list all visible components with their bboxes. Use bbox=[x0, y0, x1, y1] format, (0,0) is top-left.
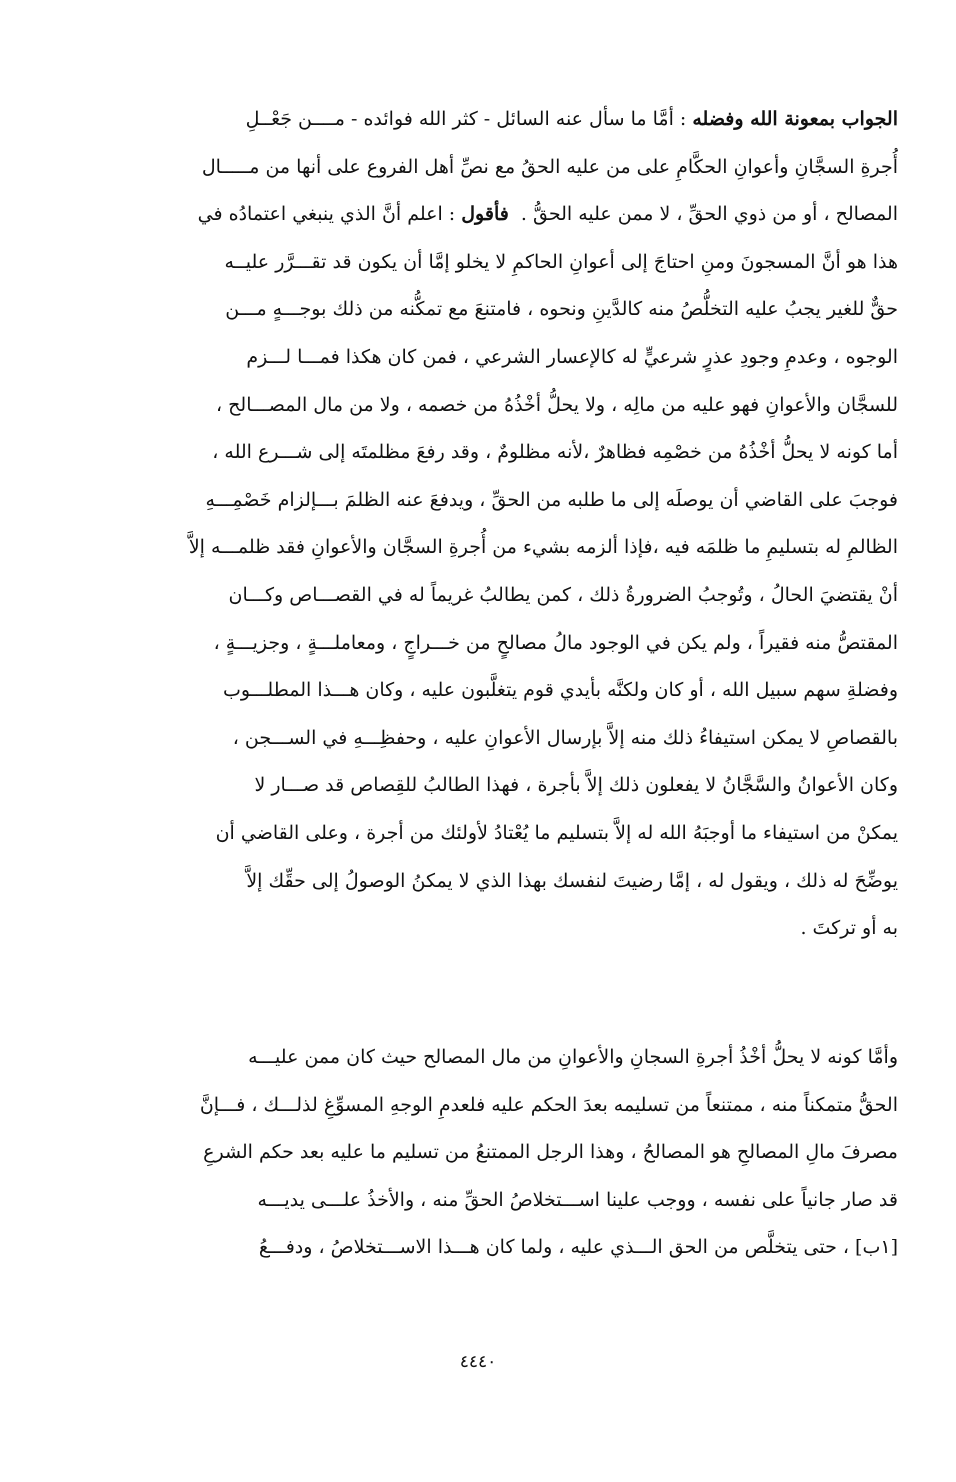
text-line: وفضلةِ سهم سبيل الله ، أو كان ولكنَّه بأيدي قوم يتغلَّبون عليه ، وكان هـــذا المطلـــوب bbox=[223, 679, 898, 702]
text-line: هذا هو أنَّ المسجونَ ومنِ احتاجَ إلى أعوانِ الحاكمِ لا يخلو إمَّا أن يكون قد تقـــرَّر عليــه bbox=[224, 250, 898, 273]
text-line: وكان الأعوانُ والسَّجَّانُ لا يفعلون ذلك إلاَّ بأجرة ، فهذا الطالبُ للقِصاص قد صـــار لا bbox=[254, 774, 898, 797]
text-line: الوجوه ، وعدمِ وجودِ عذرٍ شرعيٍّ له كالإعسار الشرعي ، فمن كان هكذا فمـــا لـــزم bbox=[246, 345, 898, 368]
text-line: بالقصاصِ لا يمكن استيفاءُ ذلك منه إلاَّ بإرسال الأعوانِ عليه ، وحفظِـــهِ في الســـجن ، bbox=[232, 726, 898, 749]
text-line: أُجرةِ السجَّانِ وأعوانِ الحكَّامِ على من عليه الحقُ مع نصِّ أهل الفروع على أنها من مـــــال bbox=[201, 155, 898, 178]
text-line: [١ب] ، حتى يتخلَّص من الحق الـــذي عليه ، ولما كان هـــذا الاســـتخلاصُ ، ودفـــعُ bbox=[258, 1236, 898, 1259]
text-line: أما كونه لا يحلُّ أخْذُهُ من خصْمِه فظاهرٌ ،لأنه مظلومٌ ، وقد رفعَ مظلمتَه إلى شـــرع الله ، bbox=[212, 441, 898, 464]
text-line: أنْ يقتضيَ الحالُ ، وتُوجبُ الضرورةُ ذلك ، كمن يطالبُ غريماً له في القصـــاص وكـــان bbox=[228, 583, 898, 606]
text-line: مصرفَ مالِ المصالحِ هو المصالحُ ، وهذا الرجل الممتنعُ من تسليم ما عليه بعد حكم الشرعِ bbox=[203, 1141, 898, 1164]
answer-heading: الجواب بمعونة الله وفضله bbox=[692, 108, 898, 130]
text-line: قد صار جانياً على نفسه ، ووجب علينا اســـتخلاصُ الحقِّ منه ، والأخذُ علـــى يديـــه bbox=[257, 1188, 898, 1211]
inline-heading: فأقول bbox=[461, 203, 509, 226]
text-line: الظالمِ له بتسليمِ ما ظلمَه فيه ،فإذا ألزمه بشيء من أُجرةِ السجَّان والأعوانِ فقد ظلمـــه إلاَّ bbox=[188, 536, 898, 559]
text-line: يوضِّحَ له ذلك ، ويقول له ، إمَّا رضيتَ لنفسك بهذا الذي لا يمكنُ الوصولُ إلى حقِّك إلاَّ bbox=[246, 869, 898, 892]
page-number: ٤٤٤٠ bbox=[459, 1352, 497, 1372]
text-line: المصالح ، أو من ذوي الحقِّ ، لا ممن عليه الحقُّ . فأقول : اعلم أنَّ الذي ينبغي اعتمادُه في bbox=[197, 203, 898, 226]
text-line: المقتصُّ منه فقيراً ، ولم يكن في الوجود مالُ مصالحٍ من خـــراجٍ ، ومعاملـــةٍ ، وجزيـــةٍ ، bbox=[213, 631, 898, 654]
text-line: الحقُّ متمكناً منه ، ممتنعاً من تسليمه بعدَ الحكم عليه فلعدمِ الوجهِ المسوِّغِ لذلـــك ، فـــإنَّ bbox=[199, 1093, 898, 1116]
text-line: للسجَّان والأعوانِ فهو عليه من مالِه ، ولا يحلُّ أخْذُهُ من خصمه ، ولا من مال المصـــالح ، bbox=[216, 393, 898, 416]
text-line: وأمَّا كونه لا يحلُّ أخْذُ أجرةِ السجانِ والأعوانِ من مال المصالح حيث كان ممن عليـــه bbox=[248, 1046, 898, 1068]
text-line: الجواب بمعونة الله وفضله : أمَّا ما سأل عنه السائل - كثر الله فوائده - مــــن جَعْــلِ bbox=[245, 108, 898, 130]
text-line: فوجبَ على القاضي أن يوصلَه إلى ما طلبه من الحقِّ ، ويدفعَ عنه الظلمَ بـــإلزام خَصْمِـــهِ bbox=[205, 488, 898, 511]
text-line: به أو تركتَ . bbox=[800, 917, 898, 940]
paragraph-1 bbox=[78, 96, 898, 953]
text-line: حقٌّ للغير يجبُ عليه التخلُّصُ منه كالدَّينِ ونحوه ، فامتنعَ مع تمكُّنه من ذلك بوجـــهٍ مـــن bbox=[225, 298, 898, 321]
text-line: يمكنْ من استيفاء ما أوجبَهُ الله له إلاَّ بتسليم ما يُعْتادُ لأولئك من أجرة ، وعلى القاضي أن bbox=[215, 821, 898, 844]
paragraph-2 bbox=[78, 1034, 898, 1272]
